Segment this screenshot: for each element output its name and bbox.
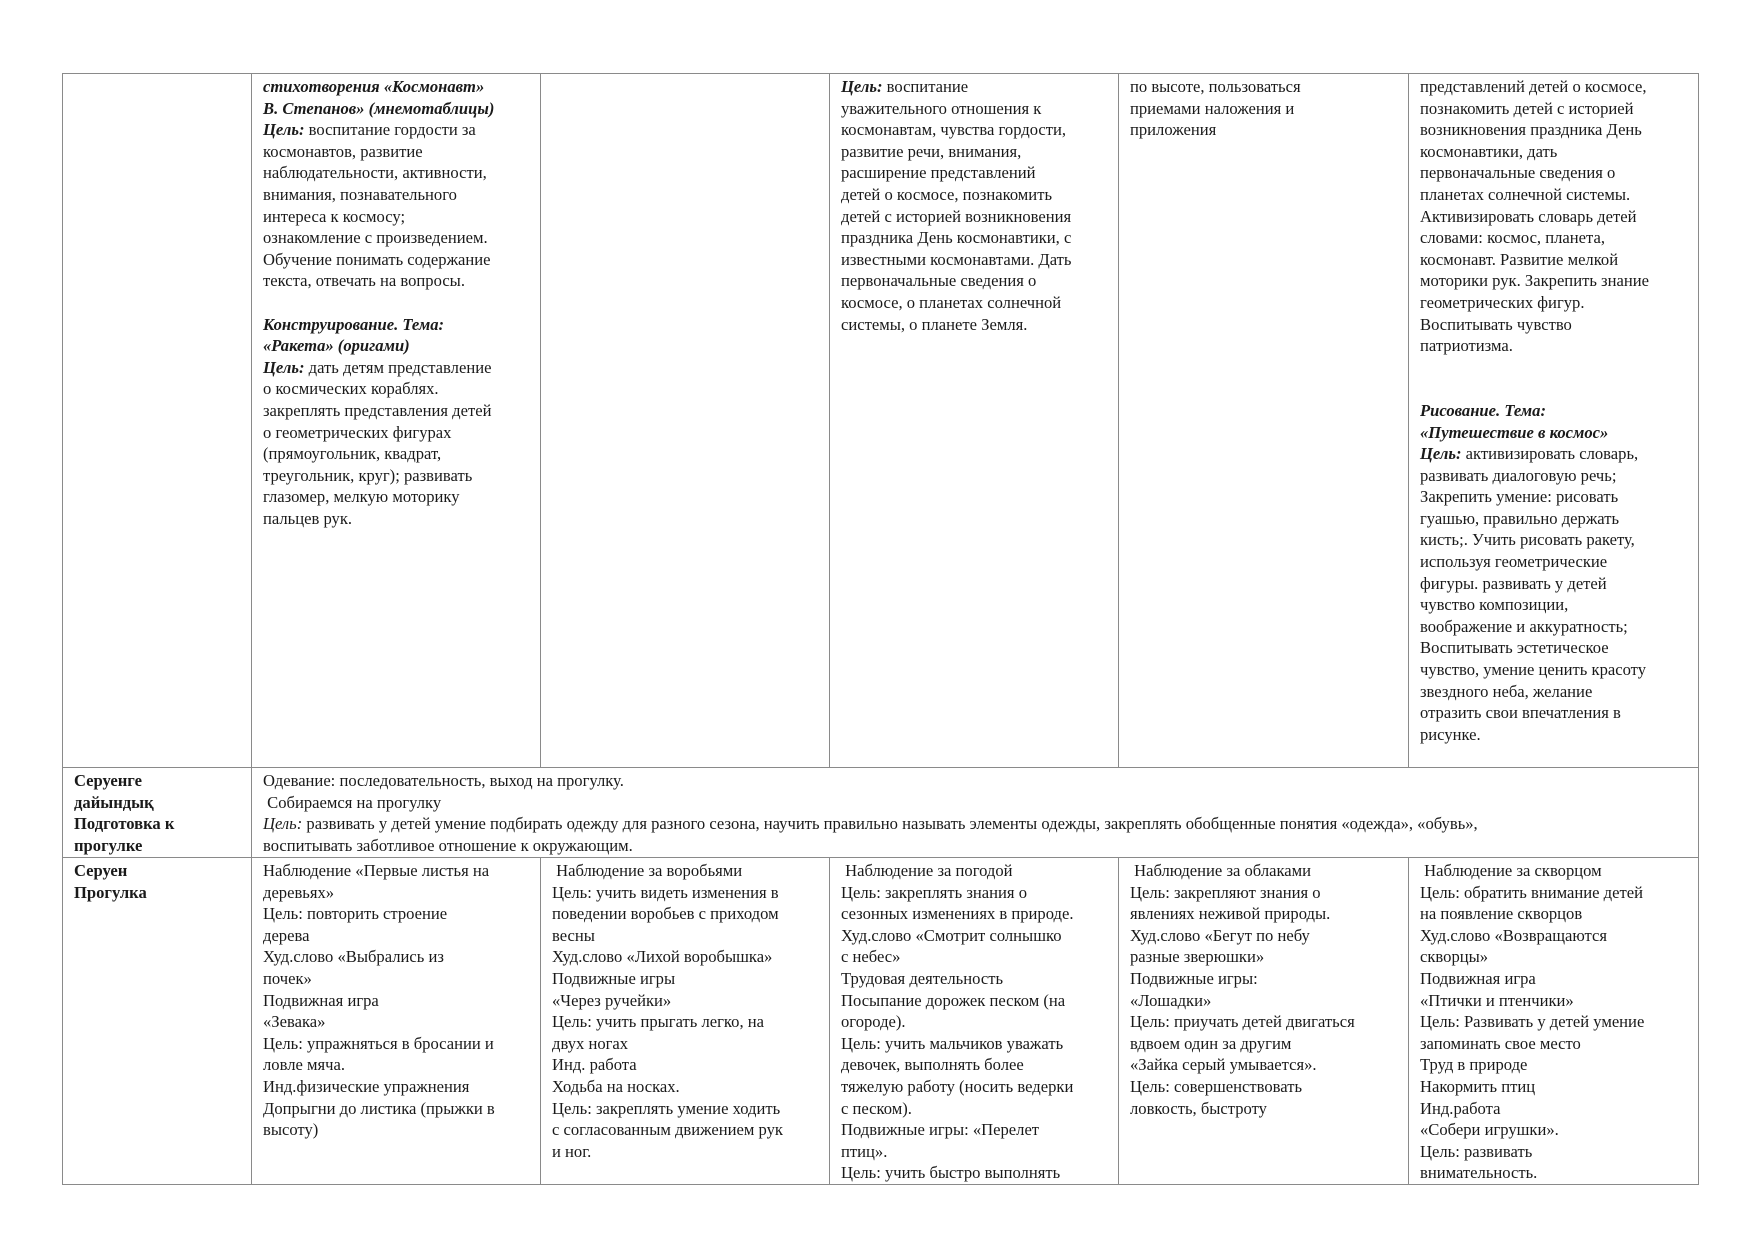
line-text: воображение и аккуратность; xyxy=(1420,616,1628,636)
text-line: Подвижные игры xyxy=(552,968,676,988)
text-line xyxy=(1420,724,1687,746)
text-line xyxy=(1130,119,1397,141)
walk-cell-1 xyxy=(252,858,541,1185)
line-text: детей с историей возникновения xyxy=(841,206,1072,226)
text-line: запоминать свое место xyxy=(1420,1033,1581,1053)
text-line xyxy=(1420,76,1687,98)
dressing-text: Одевание: последовательность, выход на прогулку. xyxy=(263,771,624,790)
text-line: огороде). xyxy=(841,1012,906,1032)
activities-cell-5 xyxy=(1409,74,1699,768)
text-line xyxy=(263,400,529,422)
line-text: треугольник, круг); развивать xyxy=(263,465,473,485)
line-text: Воспитывать эстетическое xyxy=(1420,638,1609,658)
label-line: дайындық xyxy=(74,792,154,812)
line-text: фигуры. развивать у детей xyxy=(1420,573,1607,593)
text-line: Наблюдение за облаками xyxy=(1130,861,1312,880)
line-text: активизировать словарь, xyxy=(1461,444,1639,464)
text-line: Цель: учить мальчиков уважать xyxy=(841,1033,1064,1053)
line-text: пальцев рук. xyxy=(263,508,353,528)
line-text: (прямоугольник, квадрат, xyxy=(263,444,442,464)
text-line: «Зевака» xyxy=(263,1012,326,1032)
walk-cell-2 xyxy=(541,858,830,1185)
text-line: Наблюдение за скворцом xyxy=(1420,861,1602,880)
line-text: праздника День космонавтики, с xyxy=(841,228,1072,248)
line-text: ознакомление с произведением. xyxy=(263,228,488,248)
text-line: Цель: учить прыгать легко, на xyxy=(552,1012,764,1032)
text-line xyxy=(263,141,529,163)
text-line: с согласованным движением рук xyxy=(552,1120,783,1140)
text-line: поведении воробьев с приходом xyxy=(552,904,779,924)
text-line: Наблюдение за воробьями xyxy=(552,861,743,880)
emphasis-text: Конструирование. Тема: xyxy=(263,314,445,334)
text-line: Цель: учить быстро выполнять xyxy=(841,1163,1061,1183)
line-text: первоначальные сведения о xyxy=(841,271,1037,291)
walk-preparation-content xyxy=(252,768,1699,858)
text-line xyxy=(263,249,529,271)
text-line xyxy=(1420,573,1687,595)
line-text: глазомер, мелкую моторику xyxy=(263,487,460,507)
emphasis-text: Цель: xyxy=(1420,444,1462,464)
line-text: чувство композиции, xyxy=(1420,595,1569,615)
text-line: Цель: приучать детей двигаться xyxy=(1130,1012,1355,1032)
text-line xyxy=(1420,249,1687,271)
text-line: Подвижные игры: «Перелет xyxy=(841,1120,1040,1140)
activities-cell-3 xyxy=(830,74,1119,768)
goal-text-continued: воспитывать заботливое отношение к окружающим. xyxy=(263,835,633,855)
text-line xyxy=(263,98,529,120)
label-line: прогулке xyxy=(74,835,143,855)
text-line: и ног. xyxy=(552,1141,592,1161)
text-line xyxy=(1420,659,1687,681)
text-line xyxy=(1130,98,1397,120)
line-text: первоначальные сведения о xyxy=(1420,163,1616,183)
text-line xyxy=(1420,551,1687,573)
text-line xyxy=(263,465,529,487)
walk-cell-5 xyxy=(1409,858,1699,1185)
text-line: «Лошадки» xyxy=(1130,990,1212,1010)
text-line xyxy=(263,184,529,206)
line-text: развитие речи, внимания, xyxy=(841,141,1022,161)
text-line xyxy=(1420,486,1687,508)
line-text: космонавтам, чувства гордости, xyxy=(841,120,1067,140)
text-line xyxy=(1420,314,1687,336)
text-line xyxy=(263,508,529,530)
line-text: закреплять представления детей xyxy=(263,400,492,420)
line-text: возникновения праздника День xyxy=(1420,120,1642,140)
line-text: геометрических фигур. xyxy=(1420,292,1585,312)
text-line xyxy=(841,206,1107,228)
line-text: космонавтов, развитие xyxy=(263,141,423,161)
text-line: Худ.слово «Лихой воробышка» xyxy=(552,947,773,967)
text-line xyxy=(841,184,1107,206)
line-text: кисть;. Учить рисовать ракету, xyxy=(1420,530,1635,550)
text-line: Накормить птиц xyxy=(1420,1076,1536,1096)
line-text: о космических кораблях. xyxy=(263,379,439,399)
text-line xyxy=(841,162,1107,184)
text-line xyxy=(1420,119,1687,141)
line-text: космонавтики, дать xyxy=(1420,141,1558,161)
text-line xyxy=(841,270,1107,292)
text-line xyxy=(1130,76,1397,98)
label-line: Серуенге xyxy=(74,771,142,790)
text-line: высоту) xyxy=(263,1120,319,1140)
text-line: внимательность. xyxy=(1420,1163,1538,1183)
line-text: используя геометрические xyxy=(1420,552,1608,572)
blank-line xyxy=(263,292,529,314)
emphasis-text: Цель: xyxy=(263,120,305,140)
emphasis-text: Рисование. Тема: xyxy=(1420,400,1546,420)
label-line: Подготовка к xyxy=(74,814,175,834)
text-line xyxy=(1420,270,1687,292)
text-line: Худ.слово «Смотрит солнышко xyxy=(841,925,1062,945)
text-line xyxy=(1420,637,1687,659)
text-line: Труд в природе xyxy=(1420,1055,1528,1075)
gathering-text: Собираемся на прогулку xyxy=(263,792,442,812)
lesson-plan-table xyxy=(62,73,1699,1185)
row-label-cell xyxy=(63,74,252,768)
line-text: развивать диалоговую речь; xyxy=(1420,465,1617,485)
line-text: дать детям представление xyxy=(304,357,492,377)
text-line: Худ.слово «Бегут по небу xyxy=(1130,925,1310,945)
goal-rest: развивать у детей умение подбирать одежду для разного сезона, научить правильно называть элементы одежды, закреплять обобщенные понятия «одежда», «обувь», xyxy=(302,814,1478,834)
text-line: тяжелую работу (носить ведерки xyxy=(841,1076,1074,1096)
line-text: внимания, познавательного xyxy=(263,184,457,204)
text-line xyxy=(263,335,529,357)
text-line xyxy=(1420,227,1687,249)
text-line: Инд. работа xyxy=(552,1055,637,1075)
text-line: весны xyxy=(552,925,595,945)
text-line: Цель: закреплять знания о xyxy=(841,882,1027,902)
line-text: Воспитывать чувство xyxy=(1420,314,1572,334)
blank-line xyxy=(1420,357,1687,379)
walk-cell-3 xyxy=(830,858,1119,1185)
emphasis-text: «Ракета» (оригами) xyxy=(263,336,410,356)
text-line xyxy=(1420,465,1687,487)
line-text: космонавт. Развитие мелкой xyxy=(1420,249,1619,269)
text-line: «Собери игрушки». xyxy=(1420,1120,1559,1140)
goal-prefix: Цель: xyxy=(263,814,303,834)
text-line: двух ногах xyxy=(552,1033,629,1053)
text-line: ловкость, быстроту xyxy=(1130,1098,1267,1118)
activities-cell-1 xyxy=(252,74,541,768)
text-line xyxy=(263,162,529,184)
text-line: Цель: Развивать у детей умение xyxy=(1420,1012,1645,1032)
text-line: с песком). xyxy=(841,1098,912,1118)
text-line xyxy=(841,249,1107,271)
line-text: приложения xyxy=(1130,120,1217,140)
line-text: рисунке. xyxy=(1420,724,1481,744)
line-text: Активизировать словарь детей xyxy=(1420,206,1637,226)
text-line: Инд.работа xyxy=(1420,1098,1501,1118)
line-text: наблюдательности, активности, xyxy=(263,163,487,183)
line-text: расширение представлений xyxy=(841,163,1036,183)
text-line xyxy=(1420,529,1687,551)
line-text: воспитание xyxy=(882,77,969,96)
emphasis-text: Цель: xyxy=(263,357,305,377)
text-line xyxy=(1420,141,1687,163)
text-line: Подвижная игра xyxy=(1420,968,1536,988)
text-line xyxy=(1420,508,1687,530)
text-line: Цель: обратить внимание детей xyxy=(1420,882,1643,902)
text-line xyxy=(841,227,1107,249)
text-line: деревьях» xyxy=(263,882,335,902)
text-line xyxy=(1420,292,1687,314)
text-line xyxy=(1420,184,1687,206)
text-line xyxy=(263,486,529,508)
text-line xyxy=(1420,443,1687,465)
text-line xyxy=(1420,162,1687,184)
line-text: воспитание гордости за xyxy=(304,120,476,140)
line-text: моторики рук. Закрепить знание xyxy=(1420,271,1649,291)
walk-cell-4 xyxy=(1119,858,1409,1185)
text-line xyxy=(841,314,1107,336)
text-line: Посыпание дорожек песком (на xyxy=(841,990,1066,1010)
text-line xyxy=(263,119,529,141)
text-line xyxy=(1420,98,1687,120)
line-text: космосе, о планетах солнечной xyxy=(841,292,1062,312)
label-line: Серуен xyxy=(74,861,128,880)
line-text: чувство, умение ценить красоту xyxy=(1420,660,1647,680)
text-line: вдвоем один за другим xyxy=(1130,1033,1292,1053)
text-line xyxy=(263,227,529,249)
line-text: планетах солнечной системы. xyxy=(1420,184,1631,204)
text-line xyxy=(1420,422,1687,444)
text-line: разные зверюшки» xyxy=(1130,947,1265,967)
line-text: Обучение понимать содержание xyxy=(263,249,491,269)
text-line: Цель: повторить строение xyxy=(263,904,448,924)
text-line xyxy=(263,378,529,400)
text-line: Худ.слово «Выбрались из xyxy=(263,947,444,967)
text-line: «Зайка серый умывается». xyxy=(1130,1055,1317,1075)
text-line xyxy=(263,357,529,379)
emphasis-text: Цель: xyxy=(841,77,883,96)
line-text: патриотизма. xyxy=(1420,336,1513,356)
line-text: уважительного отношения к xyxy=(841,98,1042,118)
walk-preparation-label xyxy=(63,768,252,858)
line-text: детей о космосе, познакомить xyxy=(841,184,1053,204)
label-line: Прогулка xyxy=(74,882,147,902)
text-line: Цель: развивать xyxy=(1420,1141,1533,1161)
line-text: представлений детей о космосе, xyxy=(1420,77,1647,96)
text-line xyxy=(263,206,529,228)
text-line xyxy=(841,141,1107,163)
text-line xyxy=(263,314,529,336)
text-line: почек» xyxy=(263,968,312,988)
text-line: с небес» xyxy=(841,947,901,967)
text-line xyxy=(841,76,1107,98)
emphasis-text: «Путешествие в космос» xyxy=(1420,422,1609,442)
emphasis-text: В. Степанов» (мнемотаблицы) xyxy=(263,98,495,118)
text-line xyxy=(1420,616,1687,638)
text-line xyxy=(1420,594,1687,616)
text-line: «Через ручейки» xyxy=(552,990,672,1010)
text-line: сезонных изменениях в природе. xyxy=(841,904,1074,924)
text-line: явлениях неживой природы. xyxy=(1130,904,1331,924)
line-text: известными космонавтами. Дать xyxy=(841,249,1072,269)
text-line: скворцы» xyxy=(1420,947,1489,967)
line-text: звездного неба, желание xyxy=(1420,681,1593,701)
text-line xyxy=(1420,681,1687,703)
text-line xyxy=(841,98,1107,120)
text-line: Цель: закрепляют знания о xyxy=(1130,882,1321,902)
walk-label xyxy=(63,858,252,1185)
text-line: Цель: упражняться в бросании и xyxy=(263,1033,494,1053)
text-line: Наблюдение за погодой xyxy=(841,861,1013,880)
text-line: Худ.слово «Возвращаются xyxy=(1420,925,1607,945)
goal-text xyxy=(263,813,1687,835)
line-text: о геометрических фигурах xyxy=(263,422,452,442)
text-line: птиц». xyxy=(841,1141,888,1161)
text-line xyxy=(263,76,529,98)
text-line xyxy=(841,292,1107,314)
text-line: Цель: совершенствовать xyxy=(1130,1076,1303,1096)
text-line: Подвижные игры: xyxy=(1130,968,1258,988)
text-line xyxy=(263,443,529,465)
text-line xyxy=(1420,702,1687,724)
text-line xyxy=(263,422,529,444)
line-text: отразить свои впечатления в xyxy=(1420,703,1621,723)
line-text: интереса к космосу; xyxy=(263,206,406,226)
text-line xyxy=(841,119,1107,141)
text-line xyxy=(1420,335,1687,357)
activities-cell-2 xyxy=(541,74,830,768)
line-text: системы, о планете Земля. xyxy=(841,314,1028,334)
line-text: приемами наложения и xyxy=(1130,98,1295,118)
text-line: Цель: закреплять умение ходить xyxy=(552,1098,781,1118)
text-line: на появление скворцов xyxy=(1420,904,1583,924)
text-line: ловле мяча. xyxy=(263,1055,345,1075)
line-text: Закрепить умение: рисовать xyxy=(1420,487,1619,507)
line-text: словами: космос, планета, xyxy=(1420,228,1605,248)
table-row-activities xyxy=(63,74,1699,768)
text-line: Инд.физические упражнения xyxy=(263,1076,470,1096)
table-row-walk-preparation xyxy=(63,768,1699,858)
text-line: Трудовая деятельность xyxy=(841,968,1004,988)
emphasis-text: стихотворения «Космонавт» xyxy=(263,77,485,96)
text-line xyxy=(1420,400,1687,422)
text-line: Подвижная игра xyxy=(263,990,379,1010)
text-line xyxy=(263,270,529,292)
activities-cell-4 xyxy=(1119,74,1409,768)
blank-line xyxy=(1420,378,1687,400)
line-text: гуашью, правильно держать xyxy=(1420,508,1620,528)
text-line: девочек, выполнять более xyxy=(841,1055,1024,1075)
text-line: Допрыгни до листика (прыжки в xyxy=(263,1098,495,1118)
table-row-walk xyxy=(63,858,1699,1185)
line-text: по высоте, пользоваться xyxy=(1130,77,1301,96)
text-line: Цель: учить видеть изменения в xyxy=(552,882,779,902)
text-line: Ходьба на носках. xyxy=(552,1076,680,1096)
text-line: Наблюдение «Первые листья на xyxy=(263,861,490,880)
line-text: текста, отвечать на вопросы. xyxy=(263,271,465,291)
text-line xyxy=(1420,206,1687,228)
line-text: познакомить детей с историей xyxy=(1420,98,1634,118)
text-line: «Птички и птенчики» xyxy=(1420,990,1574,1010)
text-line: дерева xyxy=(263,925,310,945)
